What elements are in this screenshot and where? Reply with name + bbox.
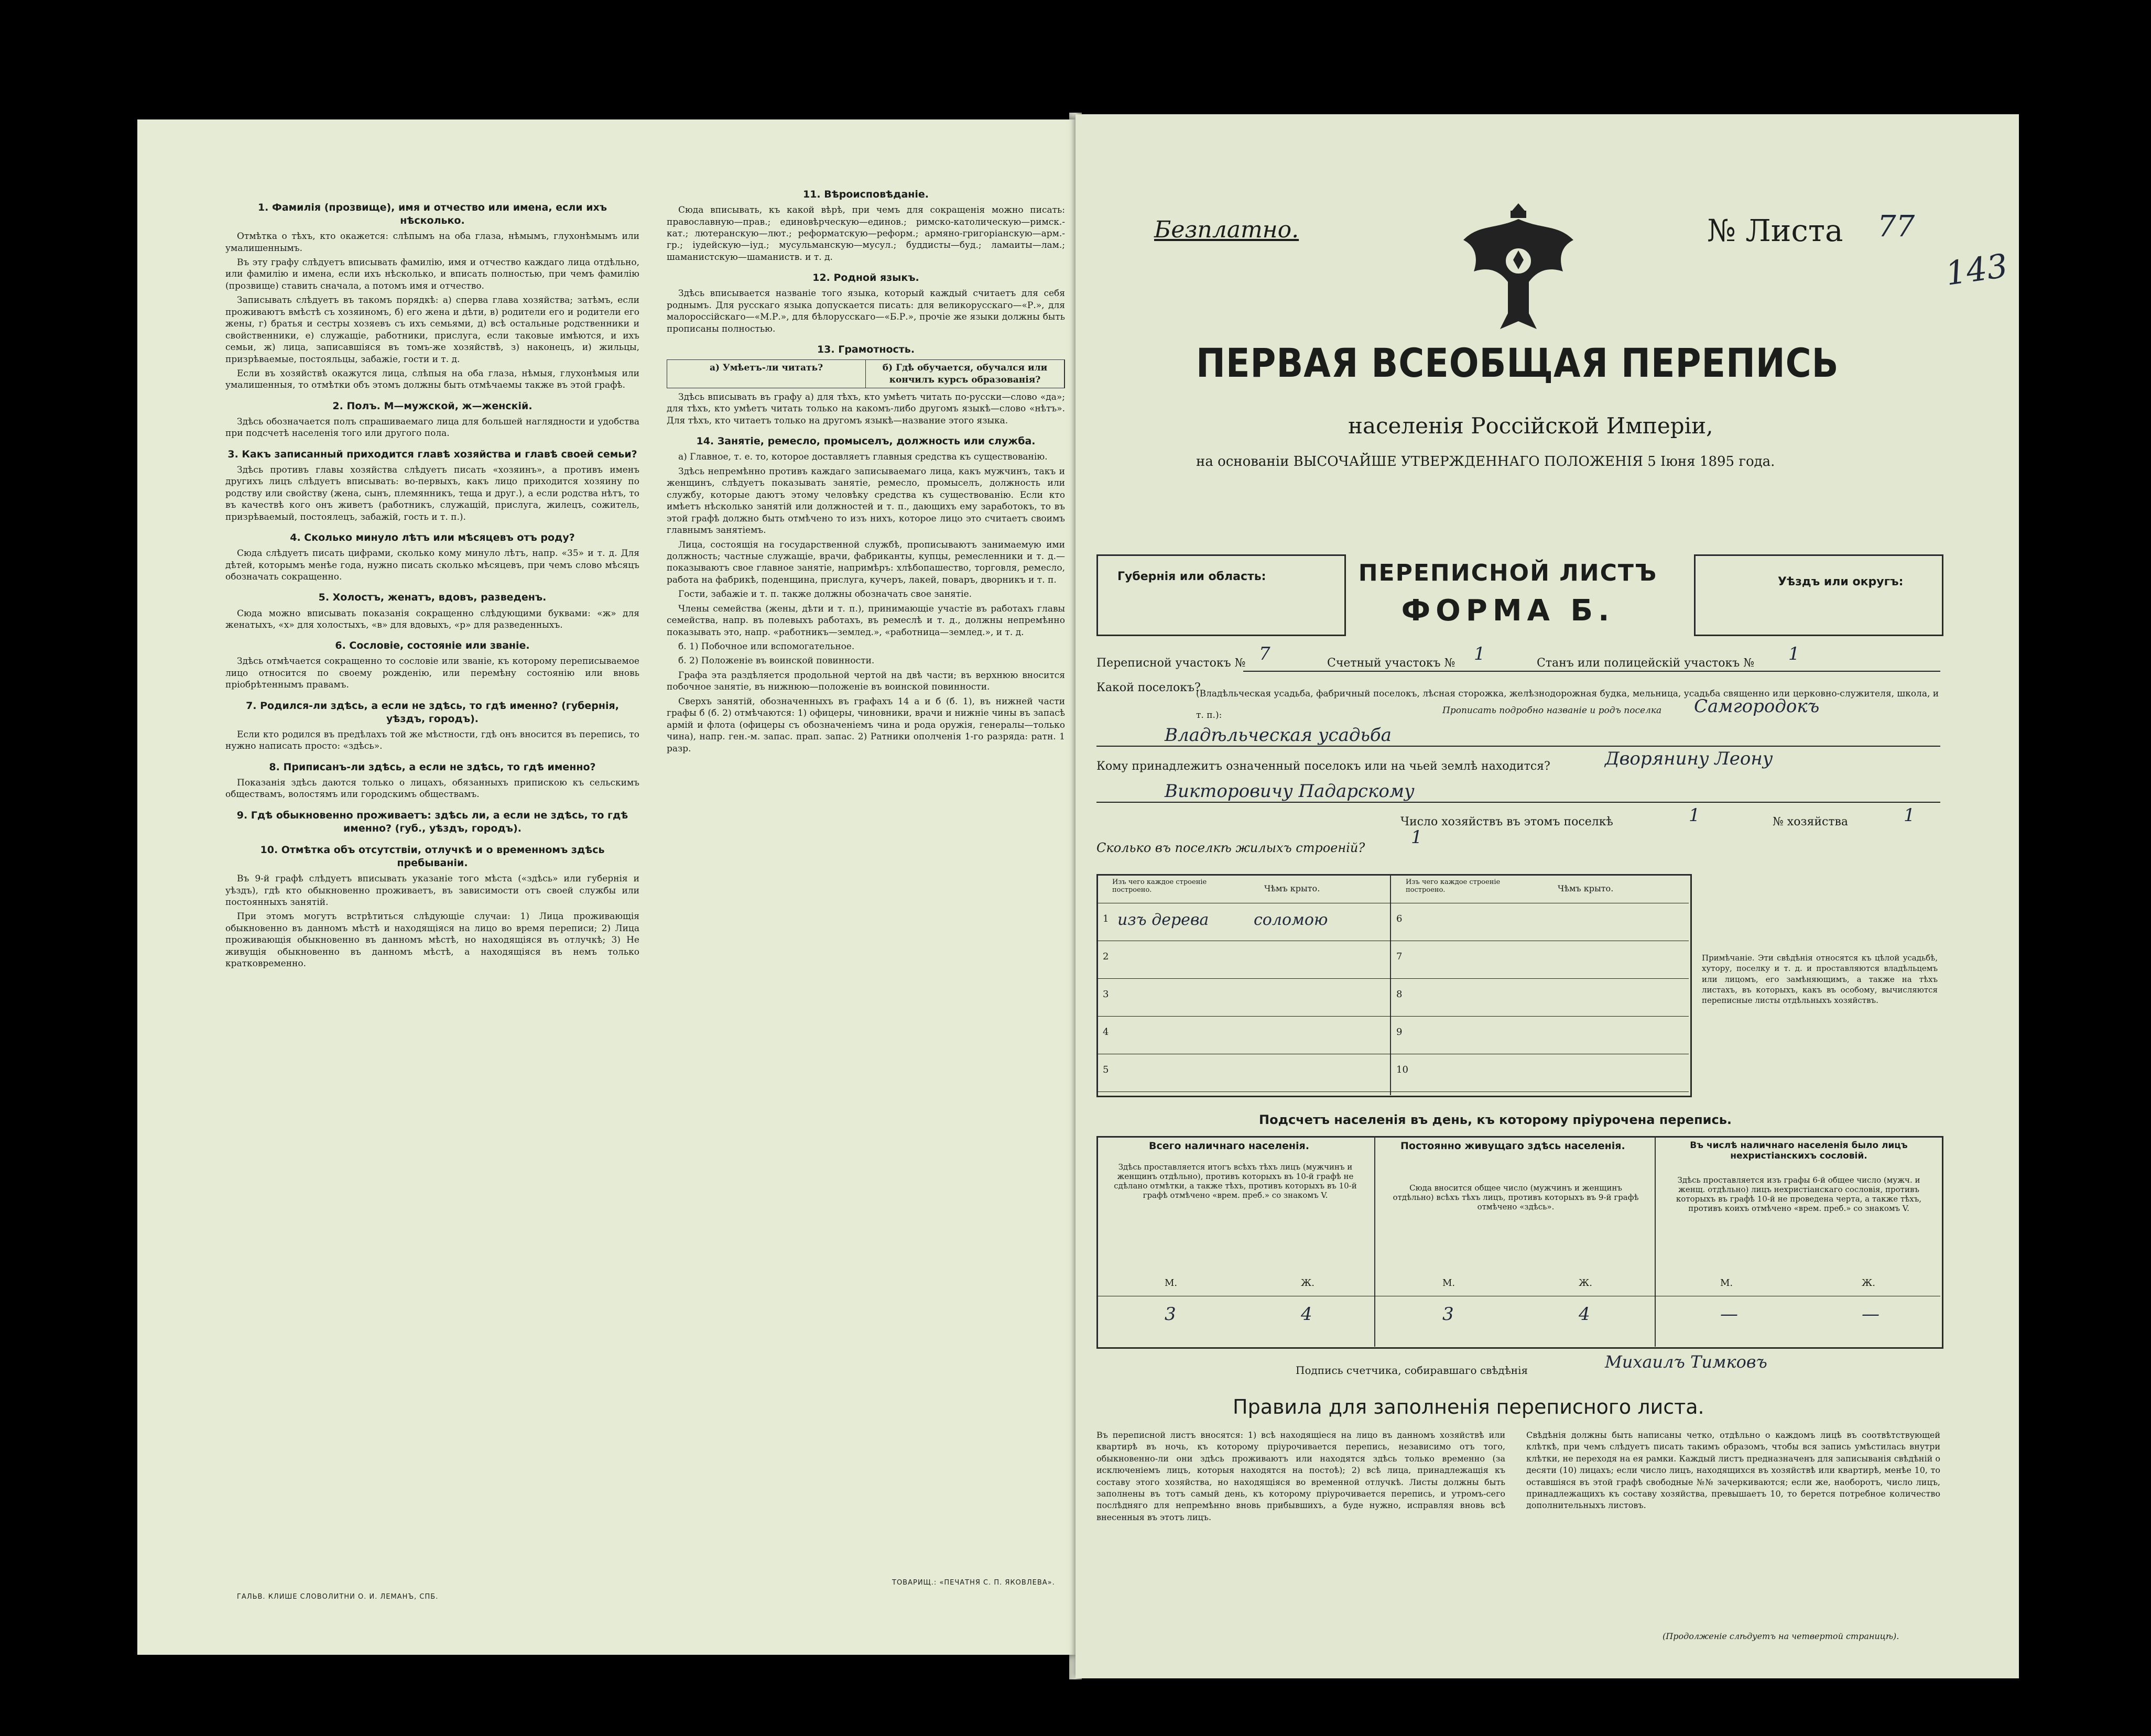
nonchrist-title: Въ числѣ наличнаго населенія было лицъ нехристіанскихъ сословій.: [1690, 1140, 1908, 1161]
literacy-questions: [667, 359, 1065, 388]
rules-right: Свѣдѣнія должны быть написаны четко, отдѣльно о каждомъ лицѣ въ соотвѣтствующей клѣткѣ, при чемъ слѣдуетъ писать такимъ образомъ, чтобы вся запись умѣстилась внутри клѣтки, не переходя на ея рамки. Каждый листъ предназначенъ для записыванія свѣдѣній о десяти (10) лицахъ; если число лицъ, находящихся въ хозяйствѣ или квартирѣ, менѣе 10, то оставшіяся въ этой графѣ свободные №№ зачеркиваются; если же, наоборотъ, число лицъ, принадлежащихъ къ составу хозяйства, превышаетъ 10, то берется потребное количество дополнительныхъ листовъ.: [1526, 1430, 1940, 1511]
instruction-paragraph: Въ эту графу слѣдуетъ вписывать фамилію, имя и отчество каждаго лица отдѣльно, или фамилію и имена, если ихъ нѣсколько, и вписать полностью, при чемъ фамилію (прозвище) ставить сначала, а потомъ имя и отчество.: [225, 257, 639, 291]
instruction-paragraph: Здѣсь вписывается названіе того языка, который каждый считаетъ для себя роднымъ. Для русскаго языка допускается писать: для великорусскаго—«Р.», для малороссійскаго—«М.Р.», для бѣлорусскаго—«Б.Р.», прочіе же языки должны быть прописаны полностью.: [667, 288, 1065, 334]
imperial-eagle-emblem: [1458, 198, 1579, 334]
buildings-row-number: 1: [1103, 913, 1109, 924]
instruction-heading: 6. Сословіе, состояніе или званіе.: [335, 640, 530, 652]
households-value: 1: [1689, 805, 1700, 826]
instruction-paragraph: а) Главное, т. е. то, которое доставляетъ главныя средства къ существованію.: [678, 452, 1048, 463]
tbl-col2-header-b: Чѣмъ крыто.: [1558, 883, 1614, 893]
uezd-box: [1694, 554, 1943, 636]
present-m-label: М.: [1165, 1278, 1178, 1289]
instruction-paragraph: Если въ хозяйствѣ окажутся лица, слѣпыя на оба глаза, нѣмыя, глухонѣмыя или умалишенныя, то отмѣтки объ этомъ должны быть отмѣчаемы также въ этой графѣ.: [225, 368, 639, 391]
buildings-row-line: [1096, 1091, 1395, 1092]
count-table-div1: [1374, 1136, 1375, 1347]
literacy-question-q_b: б) Гдѣ обучается, обучался или кончилъ курсъ образованія?: [866, 360, 1064, 388]
schetny-label: Счетный участокъ №: [1327, 657, 1455, 670]
instruction-paragraph: Сверхъ занятій, обозначенныхъ въ графахъ 14 а и б (б. 1), въ нижней части графы б (б. 2) отмѣчаются: 1) офицеры, чиновники, врачи и нижніе чины въ запасѣ армій и флота (офицеры съ обозначеніемъ чина и рода оружія, генералы—только чина), напр. ген.-м. запас. прап. запас. 2) Ратники ополченія 1-го разряда: ратн. 1 разр.: [667, 696, 1065, 754]
nonchrist-text: Здѣсь проставляется изъ графы 6-й общее число (мужч. и женщ. отдѣльно) лицъ нехристіанскаго сословія, противъ которыхъ въ графѣ 10-й не проведена черта, а также тѣхъ, противъ коихъ отмѣчено «врем. преб.» со знакомъ V.: [1676, 1175, 1922, 1213]
permanent-text: Сюда вносится общее число (мужчинъ и женщинъ отдѣльно) всѣхъ тѣхъ лицъ, противъ которыхъ въ 9-й графѣ отмѣчено «здѣсь».: [1393, 1183, 1639, 1211]
instruction-paragraph: Здѣсь обозначается полъ спрашиваемаго лица для большей наглядности и удобства при подсчетѣ населенія того или другого пола.: [225, 416, 639, 439]
tbl-col2-header-a: Чѣмъ крыто.: [1264, 883, 1320, 893]
poselok-hint: (Владѣльческая усадьба, фабричный поселокъ, лѣсная сторожка, желѣзнодорожная будка, мельница, усадьба священно или церковно-служителя, школа, и т. п.):: [1196, 689, 1939, 720]
buildings-row-number: 4: [1103, 1027, 1109, 1038]
instruction-heading: 7. Родился-ли здѣсь, а если не здѣсь, то гдѣ именно? (губернія, уѣздъ, городъ).: [246, 700, 619, 725]
instruction-heading: 3. Какъ записанный приходится главѣ хозяйства и главѣ своей семьи?: [227, 448, 637, 460]
schetny-value: 1: [1474, 643, 1485, 664]
instruction-paragraph: Если кто родился въ предѣлахъ той же мѣстности, гдѣ онъ вносится въ перепись, то нужно написать просто: «здѣсь».: [225, 729, 639, 752]
permanent-m-label: М.: [1442, 1278, 1455, 1289]
literacy-question-q_a: а) Умѣетъ-ли читать?: [667, 360, 866, 388]
buildings-row-line: [1390, 978, 1689, 979]
owner-value-2: Викторовичу Падарскому: [1165, 781, 1415, 802]
permanent-m-value: 3: [1442, 1304, 1454, 1325]
census-basis: на основаніи ВЫСОЧАЙШЕ УТВЕРЖДЕННАГО ПОЛОЖЕНІЯ 5 Іюня 1895 года.: [1196, 454, 1775, 470]
instruction-paragraph: Отмѣтка о тѣхъ, кто окажется: слѣпымъ на оба глаза, нѣмымъ, глухонѣмымъ или умалишеннымъ.: [225, 231, 639, 254]
buildings-row-number: 8: [1396, 989, 1403, 1000]
instructions-column-2: [667, 180, 1065, 757]
count-table-div2: [1655, 1136, 1656, 1347]
stan-value: 1: [1788, 643, 1800, 664]
instruction-heading: 5. Холостъ, женатъ, вдовъ, разведенъ.: [318, 592, 547, 604]
tbl-row1-roof: соломою: [1254, 911, 1328, 929]
instruction-paragraph: Сюда слѣдуетъ писать цифрами, сколько кому минуло лѣтъ, напр. «35» и т. д. Для дѣтей, которымъ менѣе года, нужно писать сколько мѣсяцевъ, при чемъ слово мѣсяцъ обозначать сокращенно.: [225, 548, 639, 583]
nonchrist-zh-value: —: [1862, 1304, 1880, 1325]
present-title: Всего наличнаго населенія.: [1149, 1140, 1309, 1152]
sheet-title: ПЕРЕПИСНОЙ ЛИСТЪ: [1358, 560, 1658, 586]
instruction-heading: 4. Сколько минуло лѣтъ или мѣсяцевъ отъ роду?: [290, 532, 575, 544]
nonchrist-zh-label: Ж.: [1862, 1278, 1875, 1289]
instruction-paragraph: Сюда вписывать, къ какой вѣрѣ, при чемъ для сокращенія можно писать: православную—прав.; единовѣрческую—единов.; римско-католическую—римск.-кат.; лютеранскую—лют.; реформатскую—реформ.; армяно-григоріанскую—арм.-гр.; іудейскую—іуд.; мусульманскую—мусул.; буддисты—буд.; ламаиты—лам.; шаманистскую—шаманиств. и т. д.: [667, 205, 1065, 263]
perepis-uchastok-value: 7: [1259, 643, 1270, 664]
rules-title: Правила для заполненія переписного листа.: [1233, 1395, 1704, 1418]
sheet-number-value: 77: [1877, 210, 1915, 244]
instruction-paragraph: Показанія здѣсь даются только о лицахъ, обязанныхъ припискою къ сельскимъ обществамъ, волостямъ или городскимъ обществамъ.: [225, 777, 639, 800]
household-no-value: 1: [1904, 805, 1915, 826]
household-no-label: № хозяйства: [1773, 815, 1848, 828]
printer-footer-right: ТОВАРИЩ.: «ПЕЧАТНЯ С. П. ЯКОВЛЕВА».: [892, 1579, 1055, 1587]
instruction-paragraph: Члены семейства (жены, дѣти и т. п.), принимающіе участіе въ работахъ главы семейства, напр. въ полевыхъ работахъ, въ ремеслѣ и т. д., должны непремѣнно показывать это, напр. «работникъ—землед.», «работница—землед.», и т. д.: [667, 603, 1065, 638]
instruction-paragraph: Записывать слѣдуетъ въ такомъ порядкѣ: а) сперва глава хозяйства; затѣмъ, если проживаютъ вмѣстѣ съ хозяиномъ, б) его жена и дѣти, в) родители его и родители его жены, г) братья и сестры хозяевъ съ ихъ семьями, д) всѣ остальные родственники и свойственники, е) служащіе, работники, прислуга, если таковые имѣются, и ихъ семьи, ж) лица, записавшіяся въ томъ-же хозяйствѣ, з) наконецъ, и) жильцы, призрѣваемые, постояльцы, забажіе, гости и т. д.: [225, 295, 639, 365]
instruction-paragraph: Сюда можно вписывать показанія сокращенно слѣдующими буквами: «ж» для женатыхъ, «х» для холостыхъ, «в» для вдовыхъ, «р» для разведенныхъ.: [225, 608, 639, 630]
signature-label: Подпись счетчика, собиравшаго свѣдѣнія: [1296, 1364, 1528, 1377]
owner-label: Кому принадлежитъ означенный поселокъ или на чьей землѣ находится?: [1096, 760, 1550, 773]
present-zh-label: Ж.: [1301, 1278, 1314, 1289]
instruction-heading: 9. Гдѣ обыкновенно проживаетъ: здѣсь ли, а если не здѣсь, то гдѣ именно? (губ., уѣздъ, городъ).: [236, 809, 628, 834]
instruction-heading: 13. Грамотность.: [817, 344, 915, 356]
instruction-paragraph: Здѣсь противъ главы хозяйства слѣдуетъ писать «хозяинъ», а противъ именъ другихъ лицъ слѣдуетъ вписывать: во-первыхъ, какъ лицо приходится хозяину по родству или свойству (жена, сынъ, племянникъ, теща и друг.), а если родства нѣтъ, то въ качествѣ кого онъ живетъ (работникъ, служащій, прислуга, жилецъ, сожитель, призрѣваемый, постоялецъ, забажій, гость и т. п.).: [225, 464, 639, 522]
rules-continued: (Продолженіе слѣдуетъ на четвертой страницѣ).: [1663, 1631, 1899, 1641]
sheet-form: ФОРМА Б.: [1401, 594, 1615, 628]
poselok-underline: [1096, 746, 1940, 747]
buildings-label: Сколько въ поселкѣ жилыхъ строеній?: [1096, 840, 1365, 855]
instruction-paragraph: Здѣсь отмѣчается сокращенно то сословіе или званіе, къ которому переписываемое лицо относится по своему рожденію, или перемѣну состоянію или вновь пріобрѣтеннымъ правамъ.: [225, 656, 639, 691]
instruction-heading: 10. Отмѣтка объ отсутствіи, отлучкѣ и о временномъ здѣсь пребываніи.: [260, 844, 605, 869]
instruction-paragraph: Гости, забажіе и т. п. также должны обозначать свое занятіе.: [678, 589, 972, 600]
poselok-hint2: Прописать подробно названіе и родъ поселка: [1442, 705, 1662, 716]
buildings-row-line: [1096, 1016, 1395, 1017]
instruction-heading: 14. Занятіе, ремесло, промыселъ, должность или служба.: [696, 435, 1036, 447]
present-zh-value: 4: [1301, 1304, 1312, 1325]
instruction-paragraph: Лица, состоящія на государственной службѣ, прописываютъ занимаемую ими должность; частные служащіе, врачи, фабриканты, купцы, ремесленники и т. д.—показываютъ свое главное занятіе, напримѣръ: хлѣбопашество, торговля, ремесло, работа на фабрикѣ, поденщина, прислуга, кучеръ, лакей, поваръ, дворникъ и т. п.: [667, 539, 1065, 585]
instruction-heading: 8. Приписанъ-ли здѣсь, а если не здѣсь, то гдѣ именно?: [269, 761, 596, 773]
count-heading: Подсчетъ населенія въ день, къ которому пріурочена перепись.: [1259, 1112, 1732, 1127]
permanent-zh-label: Ж.: [1579, 1278, 1592, 1289]
poselok-label: Какой поселокъ?: [1096, 681, 1201, 694]
permanent-zh-value: 4: [1579, 1304, 1590, 1325]
instruction-paragraph: Графа эта раздѣляется продольной чертой на двѣ части; въ верхнюю вносится побочное занятіе, въ нижнюю—положеніе въ воинской повинности.: [667, 670, 1065, 693]
instruction-paragraph: б. 1) Побочное или вспомогательное.: [678, 641, 855, 652]
instruction-heading: 12. Родной языкъ.: [812, 272, 919, 284]
perepis-uchastok-label: Переписной участокъ №: [1096, 657, 1246, 670]
census-subtitle: населенія Россійской Имперіи,: [1348, 413, 1713, 439]
free-label: Безплатно.: [1154, 216, 1299, 243]
buildings-value: 1: [1411, 827, 1422, 848]
signature-value: Михаилъ Тимковъ: [1605, 1352, 1767, 1372]
archive-number: 143: [1943, 246, 2010, 293]
tbl-row1-material: изъ дерева: [1117, 911, 1209, 929]
buildings-table-divider: [1390, 874, 1391, 1095]
nonchrist-m-value: —: [1720, 1304, 1738, 1325]
guberniya-label: Губернія или область:: [1117, 570, 1266, 583]
poselok-value-2: Владѣльческая усадьба: [1165, 725, 1392, 746]
buildings-row-number: 7: [1396, 951, 1403, 962]
census-title: ПЕРВАЯ ВСЕОБЩАЯ ПЕРЕПИСЬ: [1196, 340, 1839, 386]
instruction-heading: 2. Полъ. М—мужской, ж—женскій.: [332, 400, 533, 412]
poselok-value-1: Самгородокъ: [1694, 696, 1820, 717]
buildings-row-line: [1390, 1091, 1689, 1092]
stan-label: Станъ или полицейскій участокъ №: [1537, 657, 1755, 670]
owner-underline: [1096, 802, 1940, 803]
buildings-row-number: 5: [1103, 1064, 1109, 1075]
buildings-row-line: [1096, 978, 1395, 979]
present-text: Здѣсь проставляется итогъ всѣхъ тѣхъ лицъ (мужчинъ и женщинъ отдѣльно), противъ которыхъ въ 10-й графѣ не сдѣлано отмѣтки, а также тѣхъ, противъ которыхъ въ 10-й графѣ отмѣчено «врем. преб.» со знакомъ V.: [1114, 1162, 1357, 1200]
guberniya-box: [1096, 554, 1346, 636]
instruction-paragraph: Здѣсь вписывать въ графу а) для тѣхъ, кто умѣетъ читать по-русски—слово «да»; для тѣхъ, кто умѣетъ читать только на какомъ-либо другомъ языкѣ—слово «нѣтъ». Для тѣхъ, кто читаетъ только на другомъ языкѣ—название этого языка.: [667, 392, 1065, 426]
instruction-paragraph: б. 2) Положеніе въ воинской повинности.: [678, 656, 875, 667]
nonchrist-m-label: М.: [1720, 1278, 1733, 1289]
instruction-paragraph: Здѣсь непремѣнно противъ каждаго записываемаго лица, какъ мужчинъ, такъ и женщинъ, слѣдуетъ показывать занятіе, ремесло, промыселъ, должность или службу, которые даютъ этому человѣку средства къ существованію. Если кто имѣетъ нѣсколько занятій или должностей и т. п., дающихъ ему заработокъ, то въ этой графѣ должно быть отмѣчено то изъ нихъ, которое лицо это считаетъ своимъ главнымъ занятіемъ.: [667, 466, 1065, 536]
tbl-col1-header-a: Изъ чего каждое строеніе построено.: [1112, 878, 1207, 894]
permanent-title: Постоянно живущаго здѣсь населенія.: [1400, 1140, 1625, 1152]
right-page-census-form: [1076, 114, 2019, 1678]
buildings-row-number: 2: [1103, 951, 1109, 962]
rules-left: Въ переписной листъ вносятся: 1) всѣ находящіеся на лицо въ данномъ хозяйствѣ или квартирѣ въ ночь, къ которому пріурочивается перепись, независимо отъ того, обыкновенно-ли они здѣсь проживаютъ или находятся здѣсь только временно (за исключеніемъ лицъ, которыя находятся на постоѣ); 2) всѣ лица, принадлежащія къ составу этого хозяйства, но находящіяся во временной отлучкѣ. Листы должны быть заполнены въ тотъ самый день, къ которому пріурочивается перепись, и утромъ-сего послѣдняго для непремѣнно вновь прибывшихъ, а буде нужно, исправляя вновь всѣ внесенныя въ этотъ лицъ.: [1096, 1430, 1505, 1522]
fields-underline-1: [1243, 671, 1940, 672]
instruction-heading: 1. Фамилія (прозвище), имя и отчество или имена, если ихъ нѣсколько.: [257, 202, 607, 227]
uezd-label: Уѣздъ или округъ:: [1778, 575, 1904, 588]
printer-footer-left: ГАЛЬВ. КЛИШЕ СЛОВОЛИТНИ О. И. ЛЕМАНЪ, СПБ.: [237, 1593, 439, 1601]
owner-value-1: Дворянину Леону: [1605, 748, 1773, 769]
buildings-row-line: [1390, 1016, 1689, 1017]
present-m-value: 3: [1165, 1304, 1176, 1325]
instruction-paragraph: При этомъ могутъ встрѣтиться слѣдующіе случаи: 1) Лица проживающія обыкновенно въ данномъ мѣстѣ и находящіяся на лицо во время переписи; 2) Лица проживающія обыкновенно въ данномъ мѣстѣ, но находящіяся въ отлучкѣ; 3) Не живущія обыкновенно въ данномъ мѣстѣ, а находящіяся въ немъ только кратковременно.: [225, 911, 639, 969]
tbl-col1-header-b: Изъ чего каждое строеніе построено.: [1406, 878, 1501, 894]
buildings-row-number: 10: [1396, 1064, 1408, 1075]
buildings-row-number: 9: [1396, 1027, 1403, 1038]
sheet-number-label: № Листа: [1707, 213, 1843, 248]
left-page-instructions: [137, 119, 1076, 1655]
buildings-row-number: 3: [1103, 989, 1109, 1000]
buildings-table: [1096, 874, 1692, 1097]
instruction-paragraph: Въ 9-й графѣ слѣдуетъ вписывать указаніе того мѣста («здѣсь» или губернія и уѣздъ), гдѣ кто обыкновенно проживаетъ, въ зависимости отъ своей службы или постоянныхъ занятій.: [225, 874, 639, 908]
instructions-column-1: [225, 193, 639, 973]
buildings-row-number: 6: [1396, 913, 1403, 924]
buildings-note: Примѣчаніе. Эти свѣдѣнія относятся къ цѣлой усадьбѣ, хутору, поселку и т. д. и проставляются владѣльцемъ или лицомъ, его замѣняющимъ, а также на тѣхъ листахъ, въ которыхъ, какъ въ особому, вычисляются переписные листы отдѣльныхъ хозяйствъ.: [1702, 953, 1938, 1005]
instruction-heading: 11. Вѣроисповѣданіе.: [802, 189, 929, 200]
households-label: Число хозяйствъ въ этомъ поселкѣ: [1400, 815, 1613, 828]
